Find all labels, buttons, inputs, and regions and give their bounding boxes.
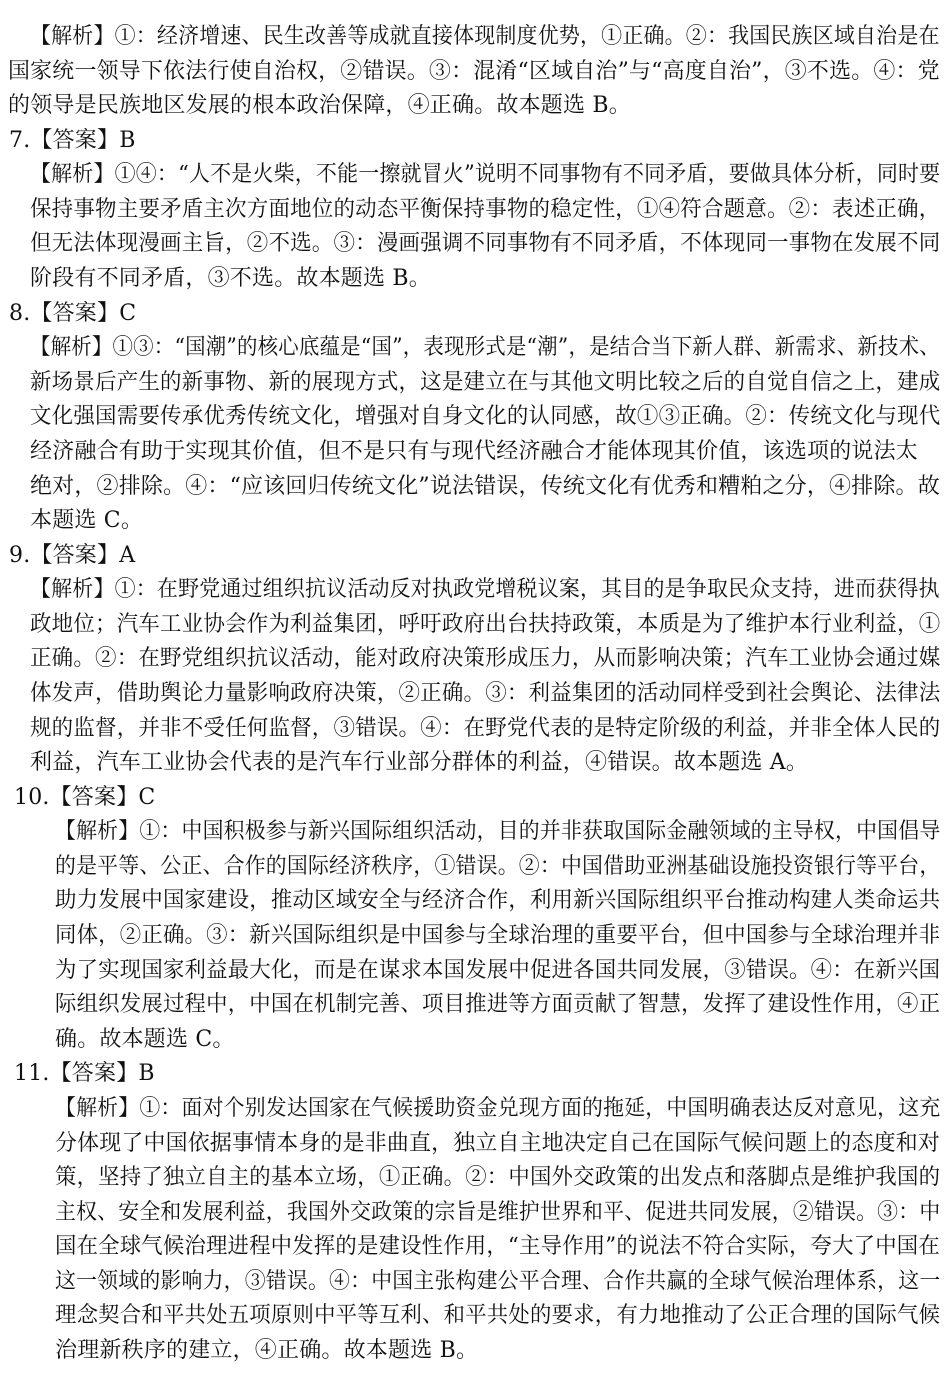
q10-analysis-line-5: 为了实现国家利益最大化，而是在谋求本国发展中促进各国共同发展，③错误。④：在新兴国 <box>55 958 941 983</box>
q6-analysis-line-3: 的领导是民族地区发展的根本政治保障，④正确。故本题选 B。 <box>8 93 631 118</box>
q10-analysis-line-2: 的是平等、公正、合作的国际经济秩序，①错误。②：中国借助亚洲基础设施投资银行等平台， <box>55 854 941 879</box>
q9-answer: 9.【答案】A <box>9 543 136 568</box>
q10-analysis-line-1: 【解析】①：中国积极参与新兴国际组织活动，目的并非获取国际金融领域的主导权，中国倡导 <box>55 819 941 844</box>
q8-analysis-line-6: 本题选 C。 <box>30 508 144 533</box>
q8-answer: 8.【答案】C <box>9 301 137 326</box>
q10-analysis-line-7: 确。故本题选 C。 <box>55 1027 235 1052</box>
q8-analysis-line-4: 经济融合有助于实现其价值，但不是只有与现代经济融合才能体现其价值，该选项的说法太 <box>30 439 919 464</box>
q7-answer: 7.【答案】B <box>9 128 136 153</box>
q10-analysis-line-3: 助力发展中国家建设，推动区域安全与经济合作，利用新兴国际组织平台推动构建人类命运共 <box>55 888 941 913</box>
q11-analysis-line-5: 国在全球气候治理进程中发挥的是建设性作用，“主导作用”的说法不符合实际，夸大了中国在 <box>55 1234 940 1259</box>
q9-analysis-line-4: 体发声，借助舆论力量影响政府决策，②正确。③：利益集团的活动同样受到社会舆论、法律法 <box>30 681 941 706</box>
q7-analysis-line-4: 阶段有不同矛盾，③不选。故本题选 B。 <box>30 266 431 291</box>
q11-answer: 11.【答案】B <box>14 1061 155 1086</box>
q6-analysis-line-1: 【解析】①：经济增速、民生改善等成就直接体现制度优势，①正确。②：我国民族区域自治是在 <box>30 24 940 49</box>
q11-analysis-line-3: 策，坚持了独立自主的基本立场，①正确。②：中国外交政策的出发点和落脚点是维护我国的 <box>55 1165 941 1190</box>
q11-analysis-line-8: 治理新秩序的建立，④正确。故本题选 B。 <box>55 1338 479 1363</box>
q11-analysis-line-1: 【解析】①：面对个别发达国家在气候援助资金兑现方面的拖延，中国明确表达反对意见，这充 <box>55 1096 941 1121</box>
q9-analysis-line-5: 规的监督，并非不受任何监督，③错误。④：在野党代表的是特定阶级的利益，并非全体人民的 <box>30 716 941 741</box>
q11-analysis-line-7: 理念契合和平共处五项原则中平等互利、和平共处的要求，有力地推动了公正合理的国际气候 <box>55 1303 941 1328</box>
q9-analysis-line-1: 【解析】①：在野党通过组织抗议活动反对执政党增税议案，其目的是争取民众支持，进而获得执 <box>30 577 940 602</box>
q6-analysis-line-2: 国家统一领导下依法行使自治权，②错误。③：混淆“区域自治”与“高度自治”，③不选。④：党 <box>8 59 940 84</box>
q10-answer: 10.【答案】C <box>14 785 156 810</box>
q7-analysis-line-2: 保持事物主要矛盾主次方面地位的动态平衡保持事物的稳定性，①④符合题意。②：表述正确， <box>30 197 941 222</box>
q7-analysis-line-1: 【解析】①④：“人不是火柴，不能一擦就冒火”说明不同事物有不同矛盾，要做具体分析，同时要 <box>30 162 941 187</box>
q9-analysis-line-3: 正确。②：在野党组织抗议活动，能对政府决策形成压力，从而影响决策；汽车工业协会通过媒 <box>30 646 941 671</box>
q9-analysis-line-6: 利益，汽车工业协会代表的是汽车行业部分群体的利益，④错误。故本题选 A。 <box>30 750 809 775</box>
q9-analysis-line-2: 政地位；汽车工业协会作为利益集团，呼吁政府出台扶持政策，本质是为了维护本行业利益，① <box>30 612 941 637</box>
q8-analysis-line-1: 【解析】①③：“国潮”的核心底蕴是“国”，表现形式是“潮”，是结合当下新人群、新需求、新技术、 <box>30 335 940 360</box>
q10-analysis-line-4: 同体，②正确。③：新兴国际组织是中国参与全球治理的重要平台，但中国参与全球治理并非 <box>55 923 941 948</box>
q11-analysis-line-4: 主权、安全和发展利益，我国外交政策的宗旨是维护世界和平、促进共同发展，②错误。③：中 <box>55 1200 941 1225</box>
q8-analysis-line-3: 文化强国需要传承优秀传统文化，增强对自身文化的认同感，故①③正确。②：传统文化与现代 <box>30 404 941 429</box>
q10-analysis-line-6: 际组织发展过程中，中国在机制完善、项目推进等方面贡献了智慧，发挥了建设性作用，④正 <box>55 992 941 1017</box>
q11-analysis-line-2: 分体现了中国依据事情本身的是非曲直，独立自主地决定自己在国际气候问题上的态度和对 <box>55 1131 940 1156</box>
q8-analysis-line-2: 新场景后产生的新事物、新的展现方式，这是建立在与其他文明比较之后的自觉自信之上，建成 <box>30 370 941 395</box>
q11-analysis-line-6: 这一领域的影响力，③错误。④：中国主张构建公平合理、合作共赢的全球气候治理体系，这一 <box>55 1269 941 1294</box>
q8-analysis-line-5: 绝对，②排除。④：“应该回归传统文化”说法错误，传统文化有优秀和糟粕之分，④排除。故 <box>30 474 940 499</box>
q7-analysis-line-3: 但无法体现漫画主旨，②不选。③：漫画强调不同事物有不同矛盾，不体现同一事物在发展不同 <box>30 231 941 256</box>
